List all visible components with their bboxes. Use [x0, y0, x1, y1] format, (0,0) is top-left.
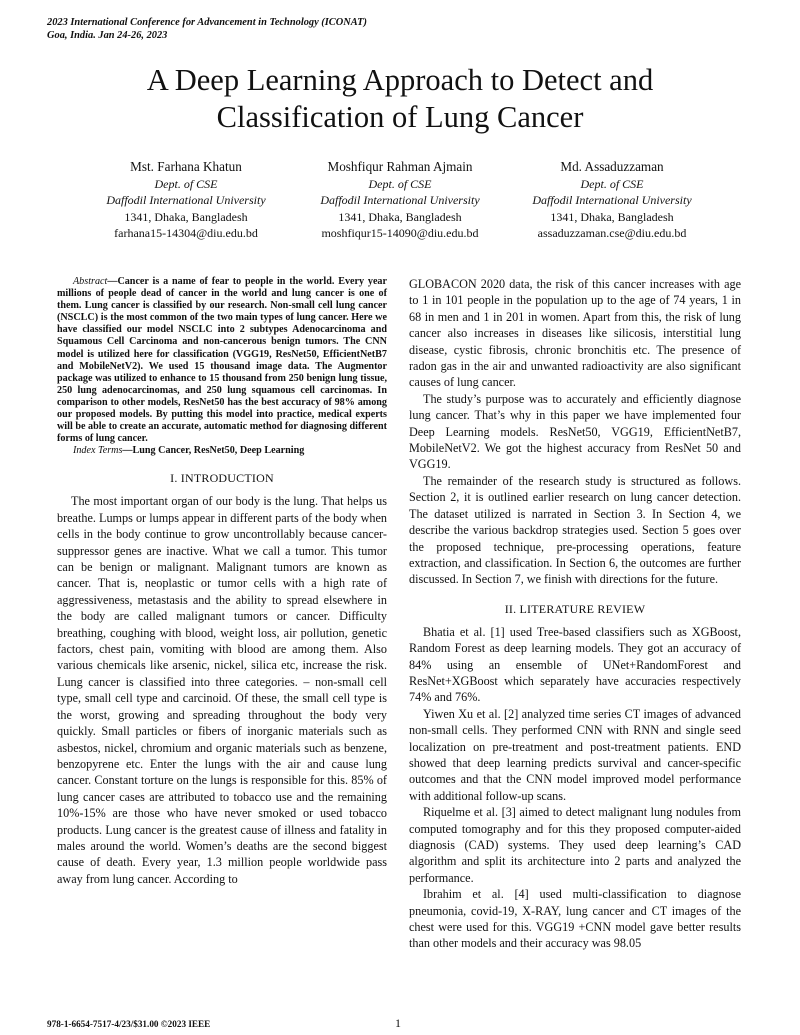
index-terms-label: Index Terms	[73, 445, 123, 457]
page-number: 1	[395, 1016, 401, 1030]
conference-location: Goa, India. Jan 24-26, 2023	[47, 29, 168, 41]
author-address: 1341, Dhaka, Bangladesh	[338, 209, 462, 224]
author-university: Daffodil International University	[320, 193, 480, 208]
section-heading-introduction: I. INTRODUCTION	[170, 471, 274, 486]
author-email[interactable]: moshfiqur15-14090@diu.edu.bd	[321, 226, 479, 241]
paragraph: The remainder of the research study is structured as follows. Section 2, it is outlined earlier research on lung cancer detection. The dataset utilized is narrated in Section 3. In Section 4, we describe the various backdrop strategies used. Section 5 goes over the proposed technique, pre-processing operations, feature extraction, and classification. In Section 6, the outcomes are further discussed. In Section 7, we finish with directions for the future.	[409, 473, 741, 587]
author-dept: Dept. of CSE	[580, 177, 644, 191]
paragraph: The study’s purpose was to accurately and efficiently diagnose lung cancer. That’s why in this paper we have implemented four Deep Learning models. ResNet50, VGG19, EfficientNetB7, MobileNetV2. We got the highest accuracy from ResNet 50 and VGG19.	[409, 391, 741, 472]
paragraph: Ibrahim et al. [4] used multi-classification to diagnose pneumonia, covid-19, X-RAY, lung cancer and CT images of the chest were used for this. VGG19 +CNN model gave better results than other models and their accuracy was 98.05	[409, 887, 741, 951]
title-line-2: Classification of Lung Cancer	[216, 100, 584, 134]
right-column	[409, 276, 741, 952]
index-terms-text: —Lung Cancer, ResNet50, Deep Learning	[122, 445, 305, 457]
paper-title	[60, 62, 740, 136]
author-dept: Dept. of CSE	[368, 177, 432, 191]
author-email[interactable]: assaduzzaman.cse@diu.edu.bd	[537, 226, 687, 241]
paragraph-continued: GLOBACON 2020 data, the risk of this cancer increases with age to 1 in 101 people in the population up to the age of 74 years, 1 in 68 in men and 1 in 201 in women. Apart from this, the risk of lung cancer also increases in diseases like silicosis, interstitial lung disease, cystic fibrosis, chronic bronchitis etc. The presence of radon gas in the air and unwanted radioactivity are also significant causes of lung cancer.	[409, 277, 741, 390]
author-block	[71, 158, 301, 242]
author-email[interactable]: farhana15-14304@diu.edu.bd	[114, 226, 258, 241]
abstract	[57, 276, 387, 445]
abstract-text: —Cancer is a name of fear to people in the world. Every year millions of people dead of cancer in the world and lung cancer is one of them. Lung cancer is classified by our research. Non-small cell lung cancer (NSCLC) is the most common of the two main types of lung cancer. Here we have classified our model NSCLC into 2 subtypes Adenocarcinoma and Squamous Cell Carcinoma and non-cancerous benign tumors. The CNN model is utilized here for classification (VGG19, ResNet50, EfficientNetB7 and MobileNetV2). We used 15 thousand image data. The Augmentor package was utilized to enhance to 15 thousand from 250 benign lung tissue, 250 lung adenocarcinomas, and 250 lung squamous cell carcinomas. In comparison to other models, ResNet50 has the best accuracy of 98% among our proposed models. By putting this model into practice, medical experts will be able to create an accurate, automatic method for diagnosing different forms of lung cancer.	[57, 276, 387, 445]
abstract-label: Abstract	[73, 276, 108, 287]
author-name: Moshfiqur Rahman Ajmain	[327, 159, 473, 174]
paragraph: Yiwen Xu et al. [2] analyzed time series CT images of advanced non-small cells. They performed CNN with RNN and single seed localization on pre-treatment and post-treatment patients. END showed that deep learning predicts survival and cancer-specific outcomes and that the CNN model improved model performance with additional follow-up scans.	[409, 706, 741, 803]
paragraph: The most important organ of our body is the lung. That helps us breathe. Lumps or lumps appear in different parts of the body when cells in the body continue to grow uncontrollably because cancer-suppressor genes are inactive. What we call a tumor. This tumor can be benign or malignant. Malignant tumors are known as cancer. That is, neoplastic or tumor cells with a high rate of aggressiveness, metastasis and the ability to spread elsewhere in the body are called malignant tumors or cancer. Difficulty breathing, coughing with blood, weight loss, air pollution, genetic factors, chest pain, vomiting with blood are among them. Also various chemicals like arsenic, nickel, silica etc, increase the risk. Lung cancer is classified into three categories. – non-small cell type, small cell type and carcinoid. Of these, the small cell type is the worst, growing and spreading throughout the body very quickly. Small particles or fibers of inorganic materials such as asbestos, nickel, chromium and organic materials such as benzene, benzopyrene etc. Enter the lungs with the air and cause lung cancer. Constant torture on the lungs is responsible for this. 85% of lung cancer cases are attributed to tobacco use and the remaining 10%-15% are those who have never smoked or used tobacco products. Lung cancer is the greatest cause of illness and fatality in males around the world. Women’s deaths are the second biggest cause of death. Every year, 1.3 million people worldwide pass away from lung cancer. According to	[57, 494, 387, 886]
author-block	[497, 158, 727, 242]
author-university: Daffodil International University	[532, 193, 692, 208]
author-dept: Dept. of CSE	[154, 177, 218, 191]
conference-name: 2023 International Conference for Advancement in Technology (ICONAT)	[47, 17, 367, 28]
author-name: Md. Assaduzzaman	[560, 159, 664, 174]
paragraph: Riquelme et al. [3] aimed to detect malignant lung nodules from computed tomography and for this they proposed computer-aided diagnosis (CAD) systems. They used deep learning’s CAD algorithm and split its architecture into 2 parts and analyzed the performance.	[409, 805, 741, 885]
author-address: 1341, Dhaka, Bangladesh	[124, 209, 248, 224]
copyright-line: 978-1-6654-7517-4/23/$31.00 ©2023 IEEE	[47, 1019, 211, 1029]
left-column	[57, 276, 387, 887]
author-university: Daffodil International University	[106, 193, 266, 208]
section-heading-literature-review: II. LITERATURE REVIEW	[504, 601, 646, 616]
author-block	[285, 158, 515, 242]
index-terms	[57, 445, 387, 457]
author-address: 1341, Dhaka, Bangladesh	[550, 209, 674, 224]
paragraph: Bhatia et al. [1] used Tree-based classifiers such as XGBoost, Random Forest as deep learning models. They got an accuracy of 84% using an ensemble of UNet+RandomForest and ResNet+XGBoost which separately have accuracies respectively 74% and 76%.	[409, 624, 741, 705]
conference-header	[47, 17, 547, 42]
author-name: Mst. Farhana Khatun	[130, 159, 242, 174]
title-line-1: A Deep Learning Approach to Detect and	[146, 63, 654, 97]
